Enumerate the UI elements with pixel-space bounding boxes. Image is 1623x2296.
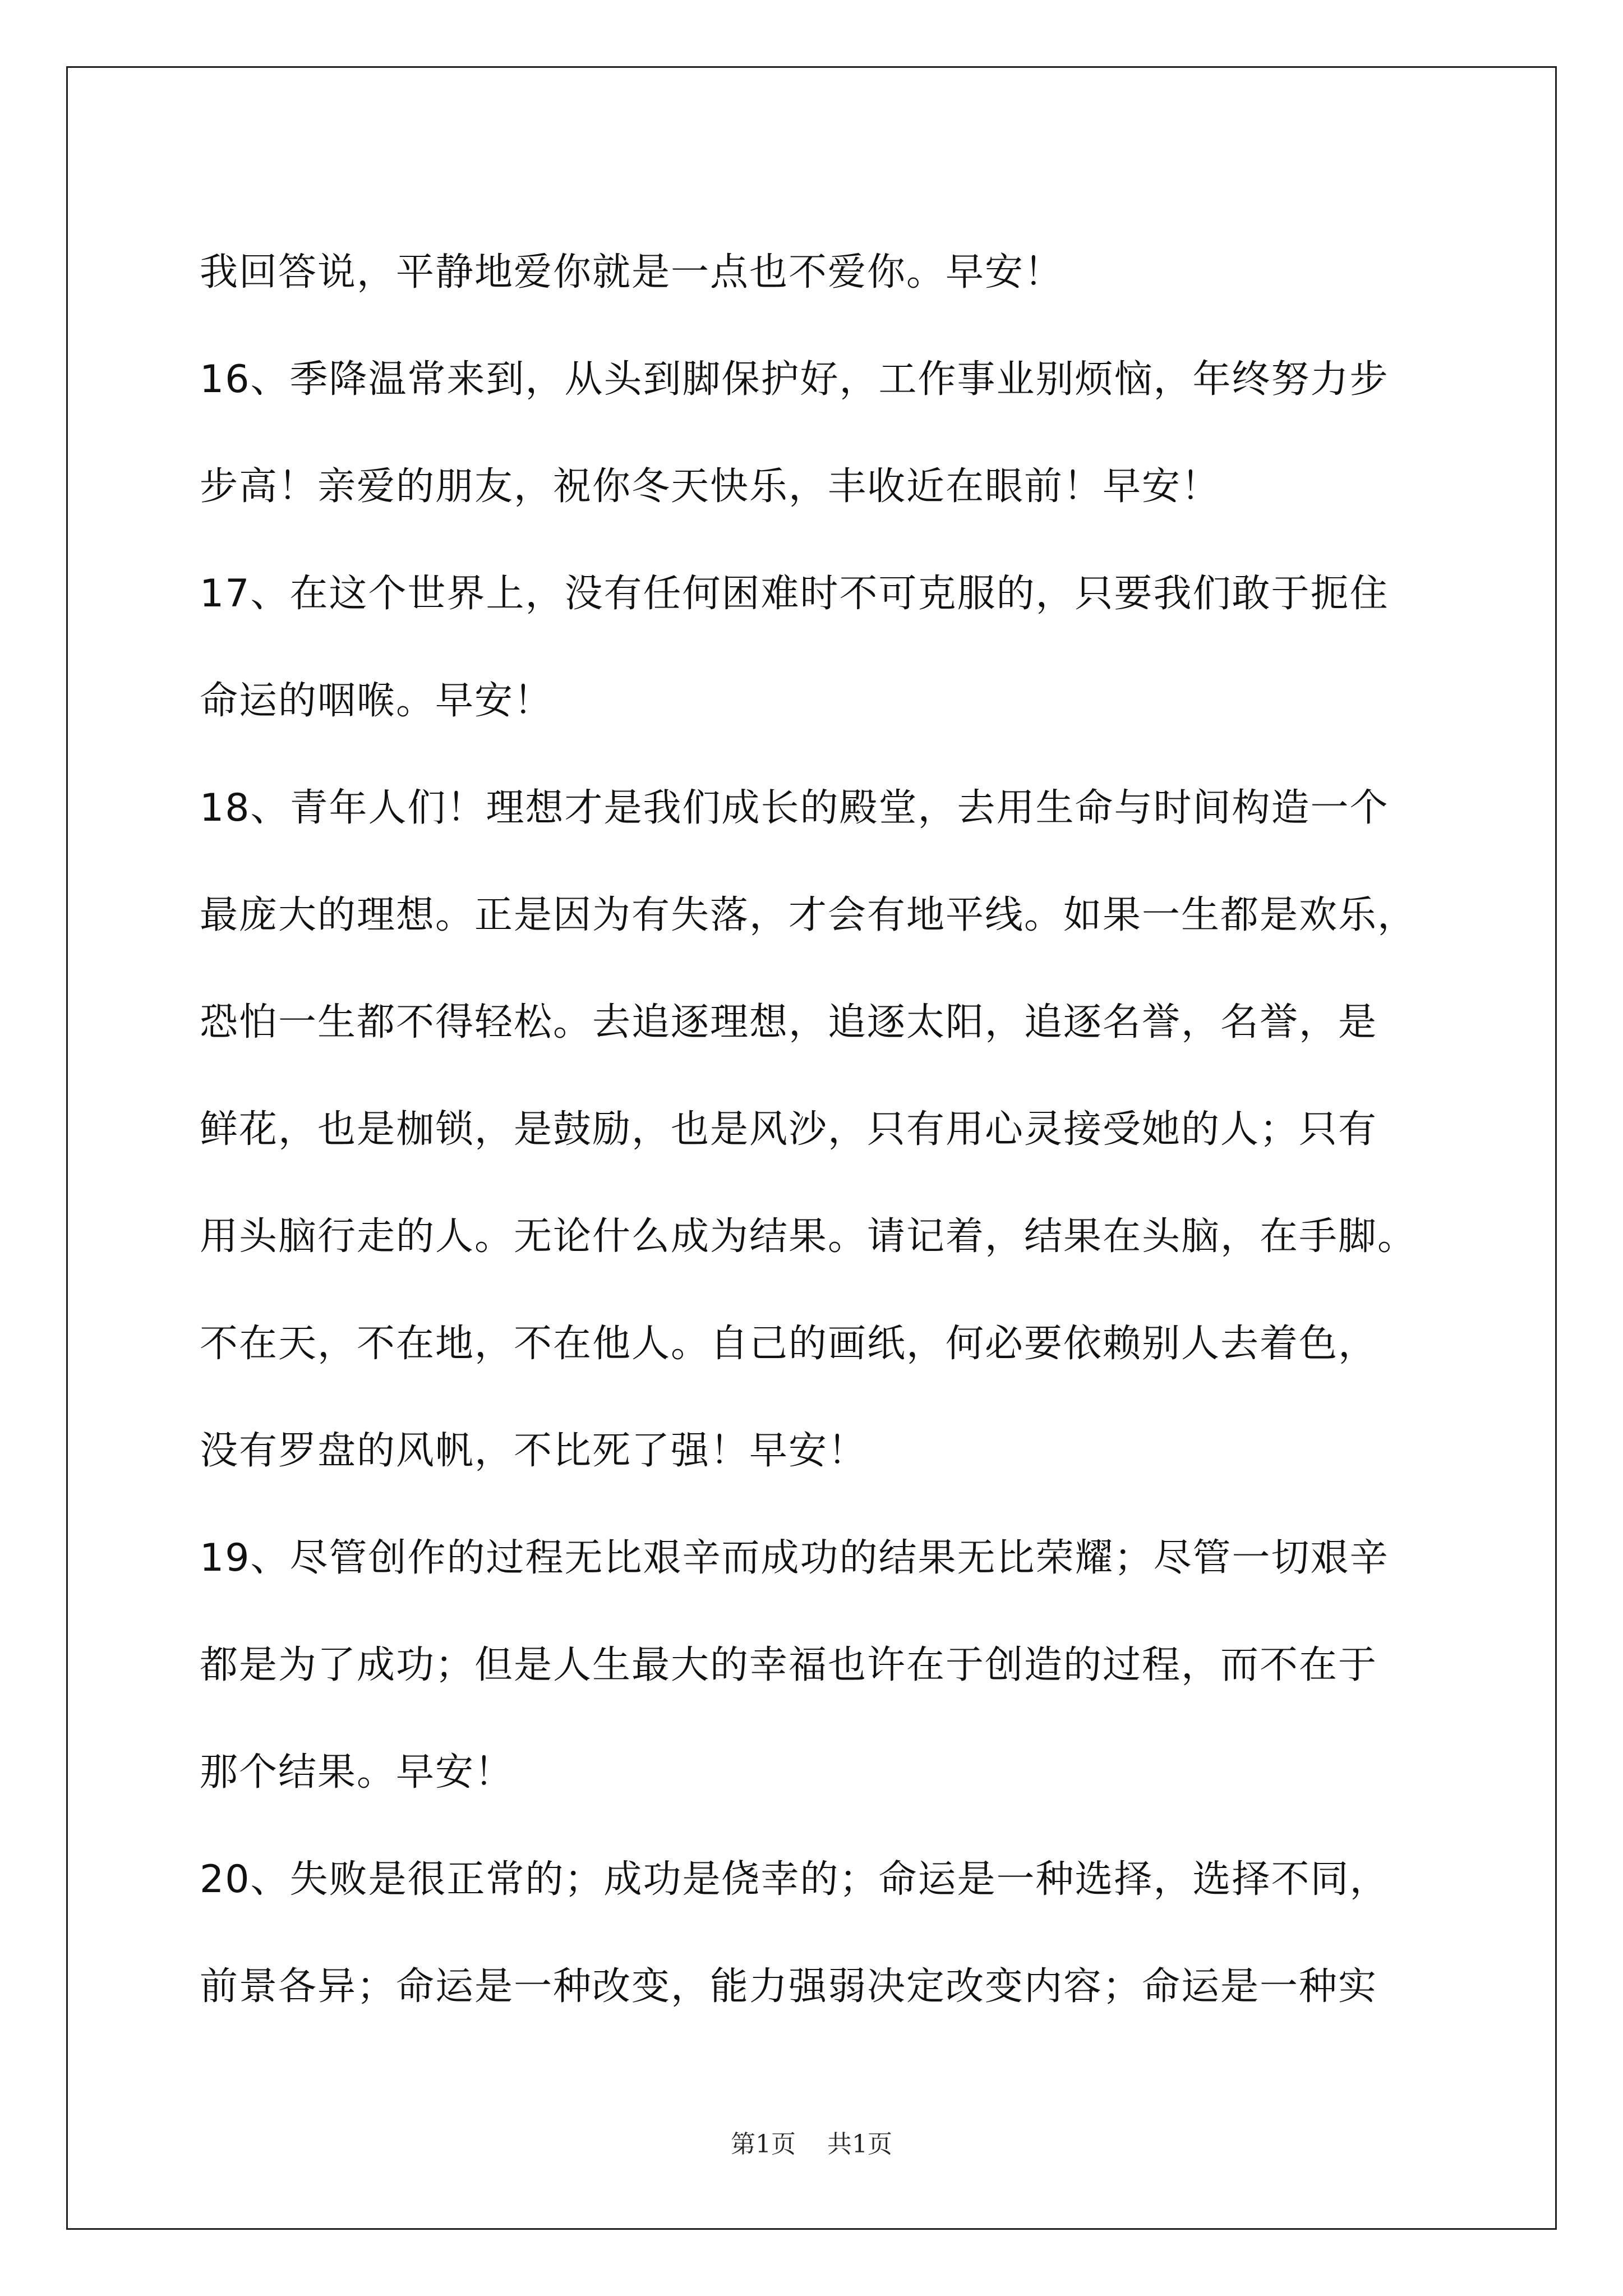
text-line: 前景各异；命运是一种改变，能力强弱决定改变内容；命运是一种实 <box>200 1964 1378 2009</box>
page-number: 第1页 <box>731 2130 796 2159</box>
text-line: 20、失败是很正常的；成功是侥幸的；命运是一种选择，选择不同， <box>200 1857 1389 1902</box>
text-line: 步高！亲爱的朋友，祝你冬天快乐，丰收近在眼前！早安！ <box>200 464 1221 509</box>
text-line: 那个结果。早安！ <box>200 1750 514 1795</box>
text-line: 都是为了成功；但是人生最大的幸福也许在于创造的过程，而不在于 <box>200 1643 1378 1687</box>
text-line: 19、尽管创作的过程无比艰辛而成功的结果无比荣耀；尽管一切艰辛 <box>200 1536 1389 1580</box>
text-line: 没有罗盘的风帆，不比死了强！早安！ <box>200 1429 868 1473</box>
text-line: 恐怕一生都不得轻松。去追逐理想，追逐太阳，追逐名誉，名誉，是 <box>200 1000 1378 1045</box>
text-line: 18、青年人们！理想才是我们成长的殿堂，去用生命与时间构造一个 <box>200 786 1389 830</box>
page-total: 共1页 <box>827 2130 892 2159</box>
text-line: 我回答说，平静地爱你就是一点也不爱你。早安！ <box>200 250 1064 295</box>
text-line: 鲜花，也是枷锁，是鼓励，也是风沙，只有用心灵接受她的人；只有 <box>200 1107 1378 1152</box>
text-line: 17、在这个世界上，没有任何困难时不可克服的，只要我们敢于扼住 <box>200 572 1389 616</box>
document-body <box>200 219 1428 2040</box>
text-line: 不在天，不在地，不在他人。自己的画纸，何必要依赖别人去着色， <box>200 1322 1378 1366</box>
text-line: 16、季降温常来到，从头到脚保护好，工作事业别烦恼，年终努力步 <box>200 357 1389 402</box>
text-line: 最庞大的理想。正是因为有失落，才会有地平线。如果一生都是欢乐， <box>200 893 1417 937</box>
page-footer <box>0 2124 1623 2160</box>
text-line: 命运的咽喉。早安！ <box>200 679 554 723</box>
text-line: 用头脑行走的人。无论什么成为结果。请记着，结果在头脑，在手脚。 <box>200 1214 1417 1259</box>
